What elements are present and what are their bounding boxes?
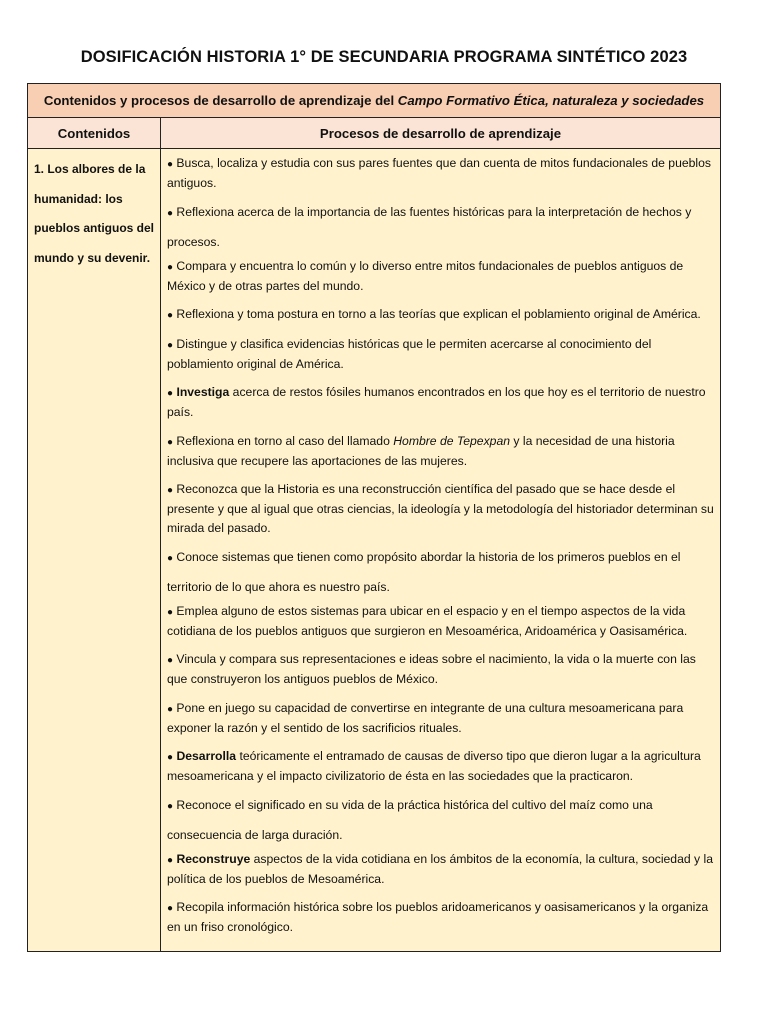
- list-item: [167, 335, 714, 374]
- list-item-pre-text: Vincula y compara sus representaciones e ideas sobre el nacimiento, la vida o la muerte con las que construyeron los antiguos pueblos de México.: [167, 652, 696, 686]
- bullet-icon: ●: [167, 388, 174, 399]
- list-item: [167, 432, 714, 471]
- bullet-icon: ●: [167, 310, 174, 321]
- list-item: [167, 480, 714, 538]
- bullet-icon: ●: [167, 903, 174, 914]
- list-item: [167, 850, 714, 889]
- column-header-procesos: Procesos de desarrollo de aprendizaje: [161, 118, 721, 149]
- list-item: [167, 154, 714, 193]
- table-title-row: [28, 84, 721, 118]
- list-item-pre-text: Emplea alguno de estos sistemas para ubicar en el espacio y en el tiempo aspectos de la vida cotidiana de los pueblos antiguos que surgieron en Mesoamérica, Aridoamérica y Oasisamérica.: [167, 603, 688, 638]
- list-item: [167, 602, 714, 641]
- table-title-text: Contenidos y procesos de desarrollo de aprendizaje del: [43, 93, 398, 108]
- list-item-italic-text: Hombre de Tepexpan: [393, 433, 510, 448]
- list-item-bold-text: Desarrolla: [176, 749, 237, 763]
- list-item-pre-text: Reflexiona y toma postura en torno a las teorías que explican el poblamiento original de América.: [173, 307, 701, 321]
- list-item-post-text: teóricamente el entramado de causas de diverso tipo que dieron lugar a la agricultura mesoamericana y el impacto civilizatorio de ésta en las sociedades que la practicaron.: [167, 749, 701, 783]
- list-item-post-text: aspectos de la vida cotidiana en los ámbitos de la economía, la cultura, sociedad y la política de los pueblos de Mesoamérica.: [167, 851, 713, 886]
- table-title-cell: [28, 84, 721, 118]
- bullet-icon: ●: [167, 606, 174, 618]
- contenido-cell: 1. Los albores de la humanidad: los pueblos antiguos del mundo y su devenir.: [28, 149, 161, 952]
- list-item-pre-text: Reconozca que la Historia es una reconstrucción científica del pasado que se hace desde el presente y que al igual que otras ciencias, la ideología y la metodología del historiador determinan su mirada del pasado.: [167, 482, 714, 535]
- bullet-icon: ●: [167, 339, 174, 351]
- bullet-icon: ●: [167, 752, 174, 763]
- bullet-icon: ●: [167, 159, 174, 170]
- procesos-list: [167, 154, 714, 937]
- bullet-icon: ●: [167, 655, 174, 666]
- bullet-icon: ●: [167, 485, 174, 496]
- list-item: [167, 747, 714, 786]
- list-item-pre-text: Conoce sistemas que tienen como propósito abordar la historia de los primeros pueblos en el territorio de lo que ahora es nuestro país.: [167, 549, 681, 594]
- table-row: [28, 149, 721, 952]
- list-item-post-text: y la necesidad de una historia inclusiva que recupere las aportaciones de las mujeres.: [167, 433, 675, 468]
- bullet-icon: ●: [167, 703, 174, 715]
- list-item-bold-text: Reconstruye: [176, 851, 251, 866]
- bullet-icon: ●: [167, 436, 174, 448]
- list-item: [167, 791, 714, 850]
- list-item: [167, 257, 714, 296]
- list-item-pre-text: Compara y encuentra lo común y lo diverso entre mitos fundacionales de pueblos antiguos de México y de otras partes del mundo.: [167, 258, 684, 293]
- bullet-icon: ●: [167, 854, 174, 866]
- list-item-pre-text: Pone en juego su capacidad de convertirse en integrante de una cultura mesoamericana para exponer la razón y el sentido de los sacrificios rituales.: [167, 700, 684, 735]
- list-item-bold-text: Investiga: [176, 385, 230, 399]
- list-item-pre-text: Recopila información histórica sobre los pueblos aridoamericanos y oasisamericanos y la organiza en un friso cronológico.: [167, 900, 709, 934]
- list-item-pre-text: Busca, localiza y estudia con sus pares fuentes que dan cuenta de mitos fundacionales de pueblos antiguos.: [167, 156, 711, 190]
- list-item-pre-text: Reconoce el significado en su vida de la práctica histórica del cultivo del maíz como una consecuencia de larga duración.: [167, 797, 653, 842]
- bullet-icon: ●: [167, 261, 174, 273]
- column-header-contenidos: Contenidos: [28, 118, 161, 149]
- list-item-pre-text: Reflexiona acerca de la importancia de las fuentes históricas para la interpretación de hechos y procesos.: [167, 204, 692, 249]
- list-item-post-text: acerca de restos fósiles humanos encontrados en los que hoy es el territorio de nuestro país.: [167, 385, 706, 419]
- list-item: [167, 543, 714, 602]
- bullet-icon: ●: [167, 800, 174, 812]
- procesos-cell: [161, 149, 721, 952]
- list-item: [167, 699, 714, 738]
- list-item: [167, 305, 714, 325]
- bullet-icon: ●: [167, 552, 174, 564]
- list-item: [167, 898, 714, 937]
- list-item-pre-text: Distingue y clasifica evidencias históricas que le permiten acercarse al conocimiento del poblamiento original de América.: [167, 336, 652, 371]
- document-title: DOSIFICACIÓN HISTORIA 1° DE SECUNDARIA PROGRAMA SINTÉTICO 2023: [80, 48, 688, 66]
- list-item: [167, 650, 714, 689]
- bullet-icon: ●: [167, 207, 174, 219]
- table-title-campo: Campo Formativo Ética, naturaleza y sociedades: [397, 93, 705, 108]
- list-item-pre-text: Reflexiona en torno al caso del llamado: [173, 433, 394, 448]
- list-item: [167, 198, 714, 257]
- column-header-row: [28, 118, 721, 149]
- list-item: [167, 383, 714, 422]
- curriculum-table: [27, 83, 721, 952]
